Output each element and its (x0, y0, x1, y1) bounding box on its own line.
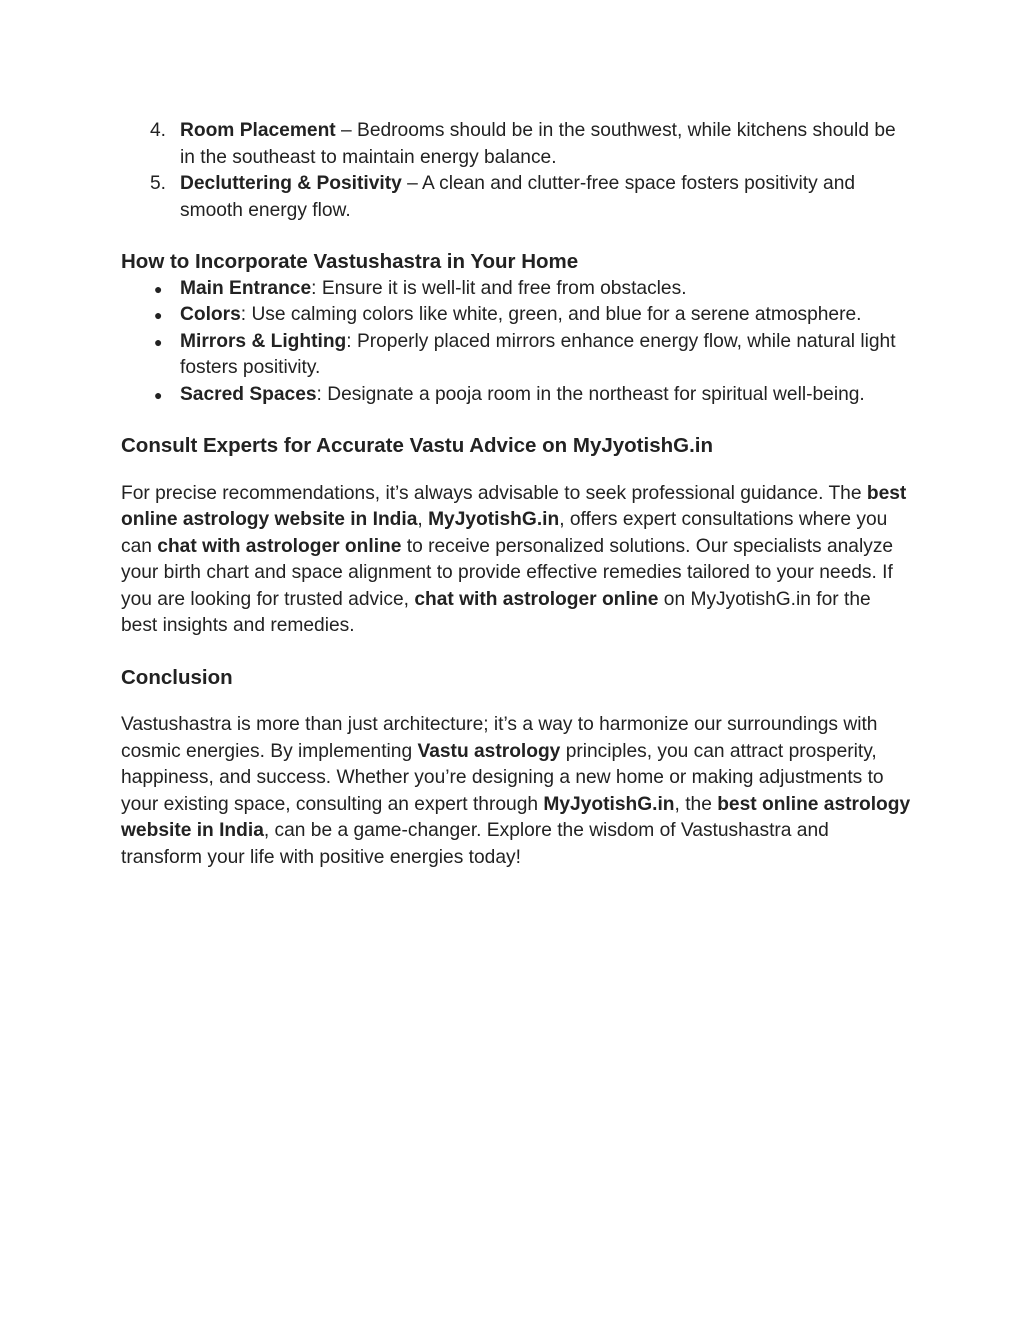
list-item-text: : Designate a pooja room in the northeast for spiritual well-being. (316, 383, 865, 405)
bold-run: best online astrology website in India (121, 793, 911, 841)
list-item-text: : Ensure it is well-lit and free from obstacles. (311, 277, 687, 299)
incorporate-list (121, 276, 911, 409)
list-item (121, 276, 911, 303)
list-item (121, 382, 911, 409)
bullet-icon: ● (154, 307, 163, 323)
bullet-icon: ● (154, 333, 163, 350)
bullet-icon: ● (154, 280, 163, 297)
text-run: principles, you can attract prosperity, happiness, and success. Whether you’re designing a new home or making adjustments to your existing space, consulting an expert through (121, 740, 884, 815)
list-item-title: Colors (180, 304, 241, 325)
list-item (121, 329, 911, 382)
list-number: 5. (150, 173, 167, 194)
list-item-text: – A clean and clutter-free space fosters positivity and smooth energy flow. (180, 173, 856, 221)
list-item (121, 118, 911, 171)
text-run: , offers expert consultations where you can (121, 509, 888, 557)
incorporate-heading: How to Incorporate Vastushastra in Your Home (121, 250, 579, 273)
bold-run: Vastu astrology (417, 740, 561, 762)
numbered-list (121, 118, 911, 224)
consult-paragraph (121, 481, 911, 640)
list-item-title: Main Entrance (180, 277, 312, 299)
list-item-title: Mirrors & Lighting (180, 330, 347, 352)
list-item-text: : Properly placed mirrors enhance energy flow, while natural light fosters positivity. (180, 330, 896, 378)
text-run: , the (674, 793, 718, 815)
bold-run: MyJyotishG.in (428, 509, 560, 530)
text-run: , can be a game-changer. Explore the wisdom of Vastushastra and transform your life with positive energies today! (121, 820, 829, 868)
text-run: Vastushastra is more than just architecture; it’s a way to harmonize our surroundings with cosmic energies. By implementing (121, 714, 878, 762)
conclusion-heading: Conclusion (121, 665, 233, 689)
list-item-text: : Use calming colors like white, green, and blue for a serene atmosphere. (240, 304, 862, 325)
conclusion-paragraph (121, 712, 911, 871)
list-item-title: Decluttering & Positivity (180, 173, 402, 194)
bullet-icon: ● (154, 386, 163, 403)
text-run: on MyJyotishG.in for the best insights and remedies. (121, 588, 871, 636)
consult-heading: Consult Experts for Accurate Vastu Advice on MyJyotishG.in (121, 434, 713, 457)
bold-run: MyJyotishG.in (543, 793, 675, 815)
list-item-title: Room Placement (180, 120, 336, 141)
list-item (121, 171, 911, 224)
bold-run: chat with astrologer online (157, 535, 402, 557)
list-item (121, 302, 911, 329)
bold-run: chat with astrologer online (414, 588, 659, 610)
text-run: , (417, 509, 429, 530)
list-item-text: – Bedrooms should be in the southwest, while kitchens should be in the southeast to maintain energy balance. (180, 120, 896, 168)
bold-run: best online astrology website in India (121, 482, 907, 530)
document-content (121, 118, 911, 871)
list-number: 4. (150, 120, 167, 141)
list-item-title: Sacred Spaces (180, 383, 317, 405)
text-run: For precise recommendations, it’s always advisable to seek professional guidance. The (121, 482, 867, 504)
text-run: to receive personalized solutions. Our specialists analyze your birth chart and space alignment to provide effective remedies tailored to your needs. If you are looking for trusted advice, (121, 535, 894, 610)
